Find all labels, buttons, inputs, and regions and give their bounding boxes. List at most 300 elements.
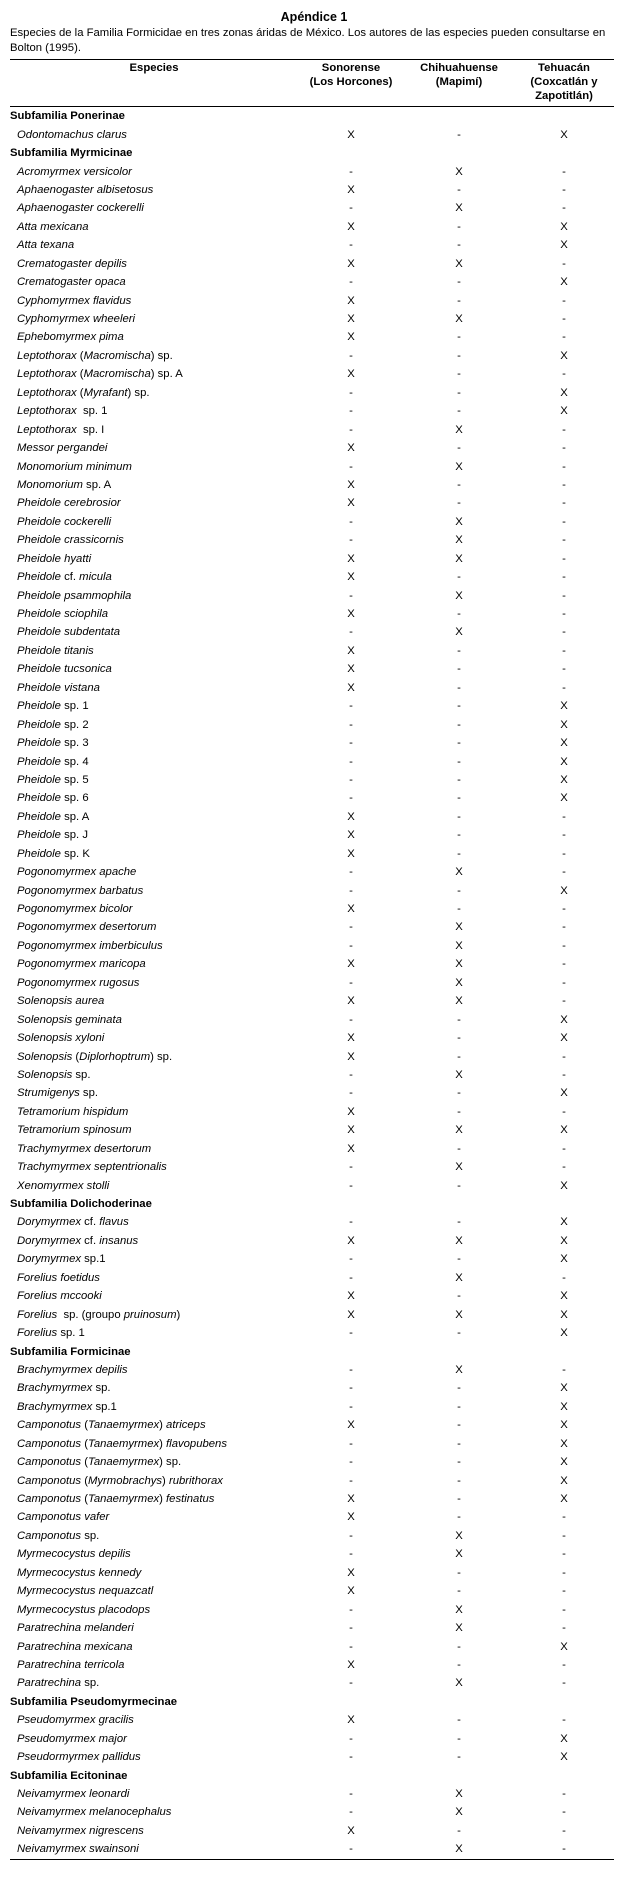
presence-cell-tehuacan: - bbox=[562, 423, 566, 436]
presence-cell-sonorense: - bbox=[349, 534, 353, 547]
species-name-italic: Solenopsis aurea bbox=[17, 995, 105, 1008]
species-name-italic: Leptothorax bbox=[17, 423, 77, 436]
presence-cell-chihuahuense: X bbox=[455, 1271, 463, 1284]
species-name-text: ) sp. bbox=[159, 1456, 182, 1469]
species-name-text: cf. bbox=[81, 1234, 100, 1247]
table-row bbox=[10, 1305, 614, 1323]
species-cell bbox=[10, 1103, 298, 1121]
presence-cell-chihuahuense: X bbox=[455, 995, 463, 1008]
presence-cell-tehuacan: X bbox=[560, 1327, 568, 1340]
species-cell bbox=[10, 513, 298, 531]
species-cell bbox=[10, 1545, 298, 1563]
presence-cell-tehuacan: - bbox=[562, 1824, 566, 1837]
presence-cell-sonorense: X bbox=[347, 1308, 355, 1321]
presence-cell-sonorense: - bbox=[349, 1640, 353, 1653]
table-row bbox=[10, 310, 614, 328]
table-row bbox=[10, 660, 614, 678]
species-name-text: cf. bbox=[60, 571, 80, 584]
species-name-italic: Messor pergandei bbox=[17, 442, 108, 455]
species-name-italic: Leptothorax bbox=[17, 368, 77, 381]
table-row bbox=[10, 1822, 614, 1840]
table-row bbox=[10, 199, 614, 217]
presence-cell-tehuacan: - bbox=[562, 810, 566, 823]
species-name-italic: Pheidole cerebrosior bbox=[17, 497, 121, 510]
presence-cell-tehuacan: X bbox=[560, 1400, 568, 1413]
presence-cell-sonorense: X bbox=[347, 810, 355, 823]
species-cell bbox=[10, 439, 298, 457]
species-name-text: ) bbox=[159, 1437, 167, 1450]
presence-cell-tehuacan: - bbox=[562, 958, 566, 971]
species-cell bbox=[10, 384, 298, 402]
species-cell bbox=[10, 1250, 298, 1268]
presence-cell-chihuahuense: - bbox=[457, 442, 461, 455]
table-row bbox=[10, 1619, 614, 1637]
table-row bbox=[10, 420, 614, 438]
presence-cell-sonorense: X bbox=[347, 313, 355, 326]
presence-cell-tehuacan: X bbox=[560, 1640, 568, 1653]
species-name-italic: Dorymyrmex bbox=[17, 1216, 82, 1229]
species-cell bbox=[10, 1674, 298, 1692]
table-row bbox=[10, 937, 614, 955]
presence-cell-chihuahuense: - bbox=[457, 737, 461, 750]
presence-cell-chihuahuense: - bbox=[457, 1087, 461, 1100]
presence-cell-chihuahuense: X bbox=[455, 460, 463, 473]
presence-cell-tehuacan: X bbox=[560, 1751, 568, 1764]
presence-cell-sonorense: X bbox=[347, 1419, 355, 1432]
presence-cell-sonorense: X bbox=[347, 552, 355, 565]
species-name-text: sp.1 bbox=[92, 1400, 117, 1413]
species-name-text: sp. 4 bbox=[60, 755, 89, 768]
species-cell bbox=[10, 1748, 298, 1766]
presence-cell-sonorense: X bbox=[347, 1124, 355, 1137]
table-row bbox=[10, 1121, 614, 1139]
table-row bbox=[10, 1435, 614, 1453]
presence-cell-sonorense: - bbox=[349, 1622, 353, 1635]
species-cell bbox=[10, 1822, 298, 1840]
species-cell bbox=[10, 494, 298, 512]
species-name-text: ( bbox=[81, 1437, 88, 1450]
presence-cell-chihuahuense: - bbox=[457, 1142, 461, 1155]
presence-cell-sonorense: - bbox=[349, 1603, 353, 1616]
table-row bbox=[10, 1637, 614, 1655]
presence-cell-tehuacan: X bbox=[560, 700, 568, 713]
table-row bbox=[10, 494, 614, 512]
species-cell bbox=[10, 771, 298, 789]
species-name-italic: Tanaemyrmex bbox=[87, 1456, 160, 1469]
species-cell bbox=[10, 605, 298, 623]
presence-cell-chihuahuense: - bbox=[457, 1658, 461, 1671]
table-row bbox=[10, 218, 614, 236]
table-row bbox=[10, 642, 614, 660]
table-row bbox=[10, 1416, 614, 1434]
presence-cell-tehuacan: - bbox=[562, 552, 566, 565]
presence-cell-sonorense: X bbox=[347, 1142, 355, 1155]
presence-cell-chihuahuense: - bbox=[457, 903, 461, 916]
species-cell bbox=[10, 1379, 298, 1397]
presence-cell-tehuacan: X bbox=[560, 1032, 568, 1045]
presence-cell-tehuacan: X bbox=[560, 1437, 568, 1450]
presence-cell-sonorense: X bbox=[347, 368, 355, 381]
table-row bbox=[10, 900, 614, 918]
species-cell bbox=[10, 1637, 298, 1655]
table-row bbox=[10, 402, 614, 420]
presence-cell-tehuacan: - bbox=[562, 442, 566, 455]
species-name-italic: Pheidole bbox=[17, 700, 61, 713]
presence-cell-tehuacan: - bbox=[562, 1566, 566, 1579]
presence-cell-tehuacan: - bbox=[562, 1068, 566, 1081]
species-name-italic: Myrmecocystus placodops bbox=[17, 1603, 151, 1616]
presence-cell-tehuacan: - bbox=[562, 515, 566, 528]
species-cell bbox=[10, 568, 298, 586]
species-cell bbox=[10, 1582, 298, 1600]
presence-cell-sonorense: - bbox=[349, 792, 353, 805]
column-header-sublabel: (Los Horcones) bbox=[309, 76, 393, 88]
presence-cell-sonorense: - bbox=[349, 1400, 353, 1413]
presence-cell-chihuahuense: - bbox=[457, 718, 461, 731]
species-cell bbox=[10, 660, 298, 678]
presence-cell-tehuacan: - bbox=[562, 939, 566, 952]
species-cell bbox=[10, 937, 298, 955]
species-name-italic: micula bbox=[79, 571, 112, 584]
table-row bbox=[10, 365, 614, 383]
presence-cell-chihuahuense: - bbox=[457, 1714, 461, 1727]
species-name-italic: Ephebomyrmex pima bbox=[17, 331, 124, 344]
species-name-italic: Pheidole bbox=[17, 829, 61, 842]
presence-cell-tehuacan: - bbox=[562, 1142, 566, 1155]
presence-cell-tehuacan: - bbox=[562, 534, 566, 547]
species-cell bbox=[10, 255, 298, 273]
presence-cell-tehuacan: X bbox=[560, 884, 568, 897]
species-name-italic: rubrithorax bbox=[168, 1474, 223, 1487]
table-row bbox=[10, 550, 614, 568]
presence-cell-chihuahuense: X bbox=[455, 1622, 463, 1635]
table-row bbox=[10, 974, 614, 992]
presence-cell-sonorense: - bbox=[349, 1253, 353, 1266]
species-name-italic: Neivamyrmex leonardi bbox=[17, 1788, 130, 1801]
presence-cell-tehuacan: - bbox=[562, 663, 566, 676]
species-name-text: ) bbox=[159, 1419, 167, 1432]
presence-cell-sonorense: X bbox=[347, 294, 355, 307]
subfamily-heading: Subfamilia Myrmicinae bbox=[10, 147, 133, 160]
table-row bbox=[10, 1084, 614, 1102]
subfamily-row bbox=[10, 1766, 614, 1784]
presence-cell-tehuacan: X bbox=[560, 349, 568, 362]
species-name-italic: Cyphomyrmex wheeleri bbox=[17, 313, 136, 326]
species-name-text: ) sp. A bbox=[150, 368, 183, 381]
presence-cell-sonorense: - bbox=[349, 1216, 353, 1229]
species-name-italic: Odontomachus clarus bbox=[17, 128, 127, 141]
species-name-italic: Tanaemyrmex bbox=[87, 1437, 160, 1450]
species-table bbox=[10, 59, 614, 1860]
species-name-italic: Leptothorax bbox=[17, 405, 77, 418]
species-name-text: ( bbox=[81, 1493, 88, 1506]
presence-cell-chihuahuense: - bbox=[457, 1216, 461, 1229]
species-name-italic: Pheidole sciophila bbox=[17, 608, 109, 621]
presence-cell-sonorense: - bbox=[349, 921, 353, 934]
presence-cell-tehuacan: X bbox=[560, 1493, 568, 1506]
table-header bbox=[10, 60, 614, 107]
species-name-italic: Crematogaster opaca bbox=[17, 276, 126, 289]
species-name-italic: Camponotus bbox=[17, 1437, 82, 1450]
species-name-text: sp.1 bbox=[81, 1253, 106, 1266]
species-cell bbox=[10, 863, 298, 881]
table-row bbox=[10, 1600, 614, 1618]
presence-cell-tehuacan: X bbox=[560, 1419, 568, 1432]
presence-cell-tehuacan: - bbox=[562, 995, 566, 1008]
presence-cell-chihuahuense: X bbox=[455, 165, 463, 178]
presence-cell-chihuahuense: X bbox=[455, 1843, 463, 1856]
presence-cell-sonorense: - bbox=[349, 405, 353, 418]
presence-cell-tehuacan: X bbox=[560, 276, 568, 289]
presence-cell-tehuacan: - bbox=[562, 1658, 566, 1671]
species-cell bbox=[10, 328, 298, 346]
presence-cell-sonorense: - bbox=[349, 1271, 353, 1284]
species-name-italic: Brachymyrmex bbox=[17, 1400, 93, 1413]
species-name-italic: Pogonomyrmex apache bbox=[17, 866, 137, 879]
presence-cell-sonorense: - bbox=[349, 515, 353, 528]
species-cell bbox=[10, 1840, 298, 1859]
presence-cell-chihuahuense: - bbox=[457, 1824, 461, 1837]
presence-cell-chihuahuense: - bbox=[457, 571, 461, 584]
species-name-italic: Dorymyrmex bbox=[17, 1253, 82, 1266]
presence-cell-chihuahuense: - bbox=[457, 1566, 461, 1579]
species-name-text: ) bbox=[176, 1308, 181, 1321]
column-header-species bbox=[10, 60, 298, 107]
species-cell bbox=[10, 181, 298, 199]
subfamily-row bbox=[10, 1342, 614, 1360]
column-header-sonorense bbox=[298, 60, 404, 107]
presence-cell-chihuahuense: - bbox=[457, 294, 461, 307]
presence-cell-chihuahuense: - bbox=[457, 1437, 461, 1450]
species-name-italic: Trachymyrmex desertorum bbox=[17, 1142, 152, 1155]
presence-cell-chihuahuense: - bbox=[457, 1419, 461, 1432]
table-row bbox=[10, 1361, 614, 1379]
presence-cell-sonorense: X bbox=[347, 1050, 355, 1063]
species-name-text: sp. 1 bbox=[76, 405, 108, 418]
presence-cell-sonorense: - bbox=[349, 1087, 353, 1100]
species-name-text: ) bbox=[159, 1493, 167, 1506]
species-name-italic: Camponotus bbox=[17, 1419, 82, 1432]
species-cell bbox=[10, 162, 298, 180]
presence-cell-tehuacan: - bbox=[562, 1603, 566, 1616]
species-cell bbox=[10, 1564, 298, 1582]
table-row bbox=[10, 236, 614, 254]
presence-cell-chihuahuense: X bbox=[455, 1124, 463, 1137]
species-name-italic: Xenomyrmex stolli bbox=[17, 1179, 110, 1192]
presence-cell-sonorense: - bbox=[349, 276, 353, 289]
presence-cell-sonorense: X bbox=[347, 903, 355, 916]
table-row bbox=[10, 1250, 614, 1268]
species-cell bbox=[10, 1527, 298, 1545]
species-name-italic: Neivamyrmex nigrescens bbox=[17, 1824, 144, 1837]
species-cell bbox=[10, 1471, 298, 1489]
presence-cell-chihuahuense: - bbox=[457, 1327, 461, 1340]
presence-cell-chihuahuense: X bbox=[455, 257, 463, 270]
presence-cell-chihuahuense: - bbox=[457, 1474, 461, 1487]
presence-cell-chihuahuense: - bbox=[457, 183, 461, 196]
species-name-italic: Camponotus bbox=[17, 1474, 82, 1487]
species-name-italic: Forelius mccooki bbox=[17, 1290, 102, 1303]
species-cell bbox=[10, 1711, 298, 1729]
presence-cell-sonorense: X bbox=[347, 1824, 355, 1837]
presence-cell-chihuahuense: - bbox=[457, 1511, 461, 1524]
presence-cell-sonorense: X bbox=[347, 128, 355, 141]
species-cell bbox=[10, 125, 298, 143]
presence-cell-chihuahuense: X bbox=[455, 1529, 463, 1542]
species-name-text: ( bbox=[76, 386, 84, 399]
presence-cell-tehuacan: X bbox=[560, 239, 568, 252]
presence-cell-tehuacan: - bbox=[562, 847, 566, 860]
column-header-sublabel: Zapotitlán) bbox=[535, 90, 593, 102]
presence-cell-chihuahuense: - bbox=[457, 1382, 461, 1395]
presence-cell-chihuahuense: - bbox=[457, 1290, 461, 1303]
presence-cell-sonorense: - bbox=[349, 626, 353, 639]
species-name-italic: Pheidole bbox=[17, 792, 61, 805]
table-row bbox=[10, 1545, 614, 1563]
presence-cell-chihuahuense: - bbox=[457, 1493, 461, 1506]
species-name-italic: Pheidole titanis bbox=[17, 644, 94, 657]
presence-cell-chihuahuense: - bbox=[457, 792, 461, 805]
species-cell bbox=[10, 1785, 298, 1803]
presence-cell-tehuacan: - bbox=[562, 1788, 566, 1801]
presence-cell-sonorense: - bbox=[349, 460, 353, 473]
presence-cell-sonorense: X bbox=[347, 220, 355, 233]
presence-cell-chihuahuense: X bbox=[455, 626, 463, 639]
table-row bbox=[10, 605, 614, 623]
species-name-text: sp. 1 bbox=[60, 700, 89, 713]
species-cell bbox=[10, 1029, 298, 1047]
table-row bbox=[10, 1803, 614, 1821]
presence-cell-chihuahuense: - bbox=[457, 239, 461, 252]
presence-cell-chihuahuense: - bbox=[457, 700, 461, 713]
presence-cell-chihuahuense: - bbox=[457, 331, 461, 344]
presence-cell-tehuacan: X bbox=[560, 1456, 568, 1469]
presence-cell-chihuahuense: - bbox=[457, 497, 461, 510]
species-cell bbox=[10, 697, 298, 715]
presence-cell-tehuacan: X bbox=[560, 773, 568, 786]
presence-cell-sonorense: - bbox=[349, 165, 353, 178]
presence-cell-sonorense: - bbox=[349, 1806, 353, 1819]
species-name-italic: Pogonomyrmex bicolor bbox=[17, 903, 133, 916]
species-name-italic: Paratrechina mexicana bbox=[17, 1640, 133, 1653]
species-name-italic: Myrmobrachys bbox=[87, 1474, 163, 1487]
table-row bbox=[10, 439, 614, 457]
presence-cell-tehuacan: - bbox=[562, 1511, 566, 1524]
presence-cell-tehuacan: X bbox=[560, 1124, 568, 1137]
table-row bbox=[10, 1103, 614, 1121]
presence-cell-sonorense: X bbox=[347, 663, 355, 676]
species-cell bbox=[10, 789, 298, 807]
presence-cell-sonorense: X bbox=[347, 1032, 355, 1045]
presence-cell-sonorense: X bbox=[347, 847, 355, 860]
table-row bbox=[10, 1158, 614, 1176]
column-header-sublabel: (Mapimí) bbox=[435, 76, 483, 88]
species-name-text: sp. bbox=[92, 1382, 111, 1395]
species-cell bbox=[10, 457, 298, 475]
table-row bbox=[10, 697, 614, 715]
table-row bbox=[10, 328, 614, 346]
species-cell bbox=[10, 918, 298, 936]
species-name-italic: Pogonomyrmex imberbiculus bbox=[17, 939, 163, 952]
presence-cell-chihuahuense: - bbox=[457, 405, 461, 418]
species-name-italic: Pheidole subdentata bbox=[17, 626, 121, 639]
species-cell bbox=[10, 1140, 298, 1158]
presence-cell-chihuahuense: X bbox=[455, 976, 463, 989]
presence-cell-chihuahuense: X bbox=[455, 866, 463, 879]
presence-cell-tehuacan: - bbox=[562, 1714, 566, 1727]
appendix-title: Apéndice 1 bbox=[280, 10, 348, 24]
species-cell bbox=[10, 679, 298, 697]
presence-cell-tehuacan: - bbox=[562, 866, 566, 879]
column-header-sublabel: (Coxcatlán y bbox=[530, 76, 598, 88]
presence-cell-sonorense: X bbox=[347, 571, 355, 584]
presence-cell-sonorense: - bbox=[349, 1013, 353, 1026]
presence-cell-chihuahuense: - bbox=[457, 773, 461, 786]
species-name-text: ( bbox=[76, 368, 84, 381]
species-cell bbox=[10, 1158, 298, 1176]
species-name-text: sp. bbox=[72, 1068, 91, 1081]
species-cell bbox=[10, 1361, 298, 1379]
presence-cell-sonorense: X bbox=[347, 1290, 355, 1303]
species-name-italic: Solenopsis bbox=[17, 1068, 73, 1081]
presence-cell-chihuahuense: - bbox=[457, 1751, 461, 1764]
species-cell bbox=[10, 273, 298, 291]
species-cell bbox=[10, 1084, 298, 1102]
presence-cell-sonorense: - bbox=[349, 939, 353, 952]
table-row bbox=[10, 273, 614, 291]
species-name-italic: Pheidole crassicornis bbox=[17, 534, 124, 547]
presence-cell-chihuahuense: X bbox=[455, 1548, 463, 1561]
species-name-italic: Myrmecocystus depilis bbox=[17, 1548, 131, 1561]
presence-cell-chihuahuense: - bbox=[457, 349, 461, 362]
species-name-italic: Pheidole vistana bbox=[17, 681, 100, 694]
table-row bbox=[10, 881, 614, 899]
presence-cell-sonorense: X bbox=[347, 608, 355, 621]
species-cell bbox=[10, 715, 298, 733]
presence-cell-chihuahuense: X bbox=[455, 1806, 463, 1819]
species-name-italic: Pogonomyrmex barbatus bbox=[17, 884, 144, 897]
table-row bbox=[10, 1490, 614, 1508]
table-row bbox=[10, 1232, 614, 1250]
table-row bbox=[10, 384, 614, 402]
presence-cell-tehuacan: - bbox=[562, 829, 566, 842]
species-cell bbox=[10, 992, 298, 1010]
table-row bbox=[10, 826, 614, 844]
presence-cell-chihuahuense: X bbox=[455, 552, 463, 565]
presence-cell-sonorense: X bbox=[347, 331, 355, 344]
species-name-italic: Pseudormyrmex pallidus bbox=[17, 1751, 141, 1764]
species-name-italic: Pogonomyrmex rugosus bbox=[17, 976, 140, 989]
species-name-italic: Tetramorium spinosum bbox=[17, 1124, 132, 1137]
species-name-italic: Dorymyrmex bbox=[17, 1234, 82, 1247]
species-name-italic: Strumigenys bbox=[17, 1087, 80, 1100]
species-cell bbox=[10, 1730, 298, 1748]
presence-cell-tehuacan: X bbox=[560, 1087, 568, 1100]
presence-cell-sonorense: - bbox=[349, 1179, 353, 1192]
presence-cell-sonorense: - bbox=[349, 700, 353, 713]
presence-cell-chihuahuense: - bbox=[457, 1400, 461, 1413]
species-name-italic: Myrafant bbox=[83, 386, 128, 399]
table-caption: Especies de la Familia Formicidae en tres zonas áridas de México. Los autores de las especies pueden consultarse en Bolton (1995). bbox=[10, 27, 606, 54]
species-cell bbox=[10, 623, 298, 641]
presence-cell-tehuacan: - bbox=[562, 1585, 566, 1598]
presence-cell-sonorense: X bbox=[347, 644, 355, 657]
presence-cell-tehuacan: X bbox=[560, 1216, 568, 1229]
presence-cell-tehuacan: X bbox=[560, 1234, 568, 1247]
presence-cell-sonorense: - bbox=[349, 1529, 353, 1542]
table-row bbox=[10, 1010, 614, 1028]
species-cell bbox=[10, 402, 298, 420]
